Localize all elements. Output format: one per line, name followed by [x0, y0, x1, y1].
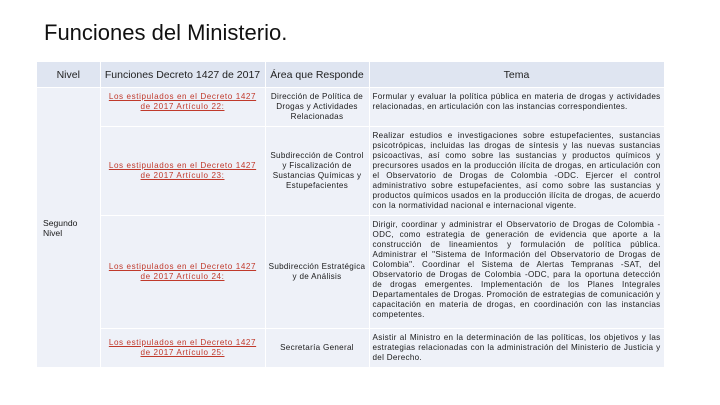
header-nivel: Nivel [37, 62, 100, 88]
funcion-cell [100, 216, 265, 329]
funcion-link[interactable]: Los estipulados en el Decreto 1427 de 2017 Artículo 22: [108, 92, 257, 111]
area-cell: Dirección de Política de Drogas y Actividades Relacionadas [265, 88, 369, 127]
funcion-link[interactable]: Los estipulados en el Decreto 1427 de 2017 Artículo 23: [108, 161, 257, 180]
header-funciones: Funciones Decreto 1427 de 2017 [100, 62, 265, 88]
funcion-cell [100, 88, 265, 127]
funcion-link[interactable]: Los estipulados en el Decreto 1427 de 2017 Artículo 24: [108, 262, 257, 281]
funcion-link[interactable]: Los estipulados en el Decreto 1427 de 2017 Artículo 25: [108, 338, 257, 357]
table-row [37, 216, 664, 329]
page-title: Funciones del Ministerio. [44, 20, 288, 45]
tema-cell: Formular y evaluar la política pública en materia de drogas y actividades relacionadas, en articulación con las instancias correspondientes. [369, 88, 664, 127]
table-header-row [37, 62, 664, 88]
header-tema: Tema [369, 62, 664, 88]
table-row [37, 329, 664, 368]
funcion-cell [100, 127, 265, 216]
area-cell: Subdirección de Control y Fiscalización de Sustancias Químicas y Estupefacientes [265, 127, 369, 216]
nivel-cell: Segundo Nivel [37, 88, 100, 368]
area-cell: Subdirección Estratégica y de Análisis [265, 216, 369, 329]
tema-cell: Asistir al Ministro en la determinación de las políticas, los objetivos y las estrategias relacionadas con la administración del Ministerio de Justicia y del Derecho. [369, 329, 664, 368]
table-row [37, 127, 664, 216]
tema-cell: Realizar estudios e investigaciones sobre estupefacientes, sustancias psicotrópicas, incluidas las drogas de síntesis y las nuevas sustancias psicoactivas, así como sobre las sustancias y productos químicos y precursores usados en la producción ilícita de drogas, en articulación con el Observatorio de Drogas de Colombia -ODC. Ejercer el control administrativo sobre estupefacientes, así como sobre las sustancias y productos químicos usados en la producción ilícita de drogas, de acuerdo con la normatividad nacional e internacional vigente. [369, 127, 664, 216]
functions-table [37, 62, 665, 368]
table-row [37, 88, 664, 127]
area-cell: Secretaría General [265, 329, 369, 368]
tema-cell: Dirigir, coordinar y administrar el Observatorio de Drogas de Colombia - ODC, como estrategia de generación de evidencia que aporte a la construcción de lineamientos y formulación de política pública. Administrar el "Sistema de Información del Observatorio de Drogas de Colombia". Coordinar el Sistema de Alertas Tempranas -SAT, del Observatorio de Drogas de Colombia -ODC, para la oportuna detección de drogas emergentes. Implementación de los Planes Integrales Departamentales de Drogas. Promoción de estrategias de comunicación y capacitación en materia de drogas, en coordinación con las instancias competentes. [369, 216, 664, 329]
funcion-cell [100, 329, 265, 368]
header-area: Área que Responde [265, 62, 369, 88]
